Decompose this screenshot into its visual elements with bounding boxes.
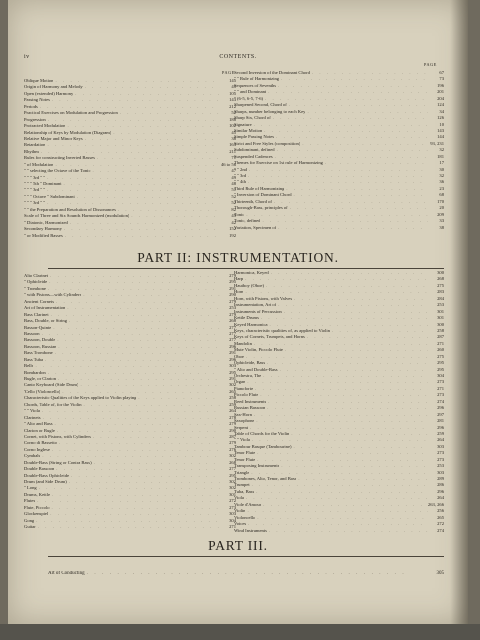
entry-title: Tambour Basque (Tambourine) (234, 443, 292, 449)
entry-title: Simple Passing Notes (234, 134, 275, 140)
entry-title: Practical Exercises on Modulation and Progression (24, 110, 118, 116)
entry-title: Piccolo Flute (234, 392, 259, 398)
entry-title: Basson-Quinte (24, 324, 52, 330)
entry-title: Keyed Harmonica (234, 321, 268, 327)
entry-title: " " Rule of Harmonizing (234, 76, 280, 82)
entry-page: 30 (439, 166, 444, 172)
entry-title: " Alto and Bass (24, 421, 53, 427)
entry-page: 71 (231, 155, 236, 161)
toc-entry (234, 225, 444, 231)
dot-leader (36, 524, 220, 530)
entry-title: Art of Instrumentation (24, 305, 66, 311)
entry-title: Strict and Free Styles (composition) (234, 140, 301, 146)
entry-page: 268 (229, 459, 236, 465)
entry-title: Orchestra, The (234, 373, 262, 378)
entry-page: 144 (437, 134, 444, 140)
entry-title: Instrumentation, Art of (234, 302, 277, 308)
entry-page: 45 (231, 213, 236, 219)
entry-page: 181 (437, 153, 444, 159)
entry-page: 196 (437, 82, 444, 88)
entry-title: Passing Notes (24, 97, 50, 103)
entry-title: Kettle Drums (234, 315, 259, 321)
entry-title: Horn (234, 289, 244, 295)
entry-title: Periods (24, 103, 38, 109)
entry-page: 38 (439, 224, 444, 230)
entry-title: Guitar (24, 524, 36, 530)
entry-page: 279 (229, 440, 236, 446)
entry-page: 10 (439, 121, 444, 127)
entry-title: Art of Conducting (48, 571, 85, 576)
entry-page: 273 (229, 504, 236, 510)
entry-title: " " " Octave " Subdominant (24, 193, 75, 199)
entry-title: Saxophone (234, 418, 255, 424)
section-rule (48, 268, 444, 269)
entry-page: 268 (229, 318, 236, 324)
entry-page: 295 (437, 360, 444, 366)
entry-page: 268 (437, 276, 444, 282)
toc-entry (24, 233, 236, 239)
entry-page: 275 (437, 353, 444, 359)
part3-column (48, 571, 444, 577)
entry-title: Horn, with Pistons, with Valves (234, 295, 293, 301)
entry-title: Bombardon (24, 369, 46, 375)
entry-page: 253 (437, 302, 444, 308)
entry-page: 295 (229, 279, 236, 285)
entry-page: 302 (229, 453, 236, 459)
entry-page: 279 (229, 421, 236, 427)
entry-page: 303 (229, 363, 236, 369)
entry-page: 300 (437, 270, 444, 275)
entry-page: 296 (437, 424, 444, 430)
entry-title: " " 3rd (234, 173, 247, 178)
entry-title: Bassoon (24, 330, 40, 336)
entry-title: Subdominant, defined (234, 147, 275, 153)
entry-page: 295 (437, 366, 444, 372)
entry-page: 170 (437, 198, 444, 204)
entry-page: 281 (437, 418, 444, 424)
entry-title: Oboe (234, 353, 244, 359)
entry-page: 275 (437, 282, 444, 288)
entry-title: Double Bassoon (24, 466, 55, 472)
entry-page: 291 (229, 350, 236, 356)
entry-title: Reed Instruments (234, 398, 267, 404)
entry-page: 271 (437, 340, 444, 346)
entry-title: " " selecting the Octave of the Tonic (24, 168, 91, 174)
entry-title: Progression (24, 116, 46, 122)
entry-page: 38 (231, 135, 236, 141)
entry-title: Canto Keyboard (Side Drum) (24, 382, 79, 388)
entry-title: Tonic, defined (234, 218, 261, 224)
entry-title: Keys of Cornets, Trumpets, and Horns (234, 334, 305, 340)
entry-page: 273 (437, 456, 444, 462)
entry-page: 82 (231, 206, 236, 212)
entry-title: Gong (24, 517, 35, 523)
entry-title: Clarinets (24, 414, 41, 420)
entry-page: 260 (437, 347, 444, 353)
entry-page: 49 (231, 174, 236, 180)
entry-page: 272 (229, 498, 236, 504)
entry-page: 300 (437, 321, 444, 327)
entry-page: 145 (229, 78, 236, 83)
entry-title: Clarion or Bugle (24, 427, 55, 433)
entry-title: Mandolin (234, 340, 252, 346)
entry-page: 289 (437, 476, 444, 481)
entry-page: 93, 231 (430, 140, 444, 146)
entry-title: Sax-Horn (234, 411, 252, 417)
entry-title: Transposing Instruments (234, 463, 280, 469)
entry-title: Corno Inglese (24, 446, 50, 452)
entry-title: " Inversion of Dominant Chord (234, 192, 292, 198)
entry-page: 273 (437, 379, 444, 385)
entry-page: 201 (437, 89, 444, 95)
entry-page: 47 (231, 168, 236, 174)
entry-page: 34 (439, 108, 444, 114)
entry-title: Signature (234, 121, 252, 127)
entry-title: Relative Major and Minor Keys (24, 135, 83, 141)
dot-leader (276, 225, 428, 231)
entry-title: Ophicleide, Bass (234, 360, 266, 366)
entry-page: 301 (229, 491, 236, 497)
entry-title: Chords, Table of, for the Violin (24, 401, 82, 407)
entry-title: " of Modulation (24, 161, 54, 167)
entry-page: 295 (229, 369, 236, 375)
entry-title: Tenor Flute (234, 450, 256, 456)
part1-right-column (234, 70, 444, 231)
entry-title: Violin (234, 508, 246, 514)
entry-title: " " and Dominant (234, 89, 267, 95)
entry-title: Oblique Motion (24, 78, 54, 83)
dot-leader (267, 528, 428, 534)
entry-title: Origin of Harmony and Melody (24, 84, 83, 90)
entry-title: Ancient Cornets (24, 298, 54, 304)
entry-page: 290 (229, 427, 236, 433)
entry-page: 68 (439, 192, 444, 198)
entry-page: 286 (437, 482, 444, 488)
entry-title: Tonic (234, 211, 245, 217)
entry-title: Mute Violin, Piccolo Flute (234, 347, 283, 353)
entry-page: 264 (229, 408, 236, 414)
entry-page: 277 (229, 330, 236, 336)
entry-page: 253 (229, 305, 236, 311)
entry-title: 'Cello (Violoncello) (24, 388, 61, 394)
entry-title: Glockenspiel (24, 511, 49, 517)
entry-page: 258 (229, 395, 236, 401)
book-page (8, 0, 468, 624)
entry-page: 188 (229, 116, 236, 122)
entry-title: Wind Instruments (234, 527, 267, 533)
entry-page: 304 (437, 373, 444, 378)
entry-title: Bells (24, 363, 34, 369)
entry-title: Rules for constructing Inverted Basses (24, 155, 95, 161)
entry-page: 303 (437, 469, 444, 475)
entry-title: Cornet, with Pistons, with Cylinders (24, 433, 91, 439)
entry-page: 152 (229, 226, 236, 232)
entry-title: Characteristic Qualities of the Keys applied to Violin playing (24, 395, 137, 401)
entry-page: 291 (229, 285, 236, 291)
entry-page: 259 (437, 430, 444, 436)
entry-page: 279 (229, 298, 236, 304)
entry-title: Cymbals (24, 453, 41, 459)
entry-title: " " " 3rd " " (24, 187, 46, 193)
entry-page: 273 (437, 450, 444, 456)
entry-page: 277 (229, 324, 236, 330)
entry-title: Thorough-Bass, principles of (234, 205, 288, 211)
entry-page: 272 (437, 521, 444, 527)
entry-title: Organ (234, 379, 246, 385)
entry-title: Bass, Double, or String (24, 318, 68, 324)
entry-title: Violoncello (234, 514, 256, 520)
entry-page: 303 (229, 511, 236, 517)
section-rule (48, 556, 444, 557)
entry-page: 124 (437, 102, 444, 108)
entry-title: Sharpened Second, Chord of (234, 102, 287, 108)
entry-title: Serpent (234, 424, 249, 430)
entry-page: 279 (229, 311, 236, 317)
entry-title: Corno di Bassetto (24, 440, 57, 446)
entry-title: Bassoon, Double (24, 337, 56, 343)
entry-title: Sequences of Sevenths (234, 82, 277, 88)
entry-title: " " Viola (24, 408, 40, 414)
entry-page: 301 (437, 315, 444, 321)
entry-title: Tuba, Bass (234, 488, 255, 494)
entry-title: Russian Bassoon (234, 405, 266, 411)
entry-title: " Alto and Double-Bass (234, 366, 278, 372)
entry-page: 46 to 56 (220, 161, 236, 167)
entry-page: 273 (437, 392, 444, 398)
entry-page: 211 (229, 148, 236, 154)
entry-page: 290 (229, 292, 236, 298)
entry-page: 277 (229, 466, 236, 472)
entry-title: Alto Clarinet (24, 273, 49, 278)
entry-page: 45 (231, 129, 236, 135)
entry-page: 212 (229, 103, 236, 109)
entry-page: 52 (231, 200, 236, 206)
entry-title: Keys, characteristic qualities of, as applied to Violin (234, 327, 330, 333)
entry-title: Trombones, Alto, Tenor, and Bass (234, 476, 297, 481)
entry-title: Rhythm (24, 148, 39, 154)
entry-page: 102 (229, 123, 236, 129)
part3-title: PART III. (208, 538, 268, 553)
entry-page: 296 (229, 356, 236, 362)
entry-page: 303 (437, 443, 444, 449)
entry-page: 271 (437, 385, 444, 391)
spine-shadow (450, 0, 468, 624)
entry-page: 36 (439, 179, 444, 185)
entry-page: 258 (437, 327, 444, 333)
entry-page: 265 (229, 388, 236, 394)
entry-page: 296 (437, 405, 444, 411)
entry-title: " or Modified Basses (24, 232, 63, 238)
entry-page: 287 (229, 433, 236, 439)
entry-title: Viole d'Amour (234, 501, 262, 507)
entry-title: Drums, Kettle (24, 491, 51, 497)
entry-title: " " " 3rd " " (24, 174, 46, 180)
toc-entry (48, 571, 444, 577)
entry-title: Triangle (234, 469, 250, 475)
entry-title: Flute, Piccolo (24, 504, 50, 510)
entry-title: Bugle, or Clarion (24, 376, 57, 381)
entry-title: Hautboy (Oboe) (234, 282, 264, 288)
entry-page: 276 (229, 446, 236, 452)
entry-page: 51 (231, 187, 236, 193)
entry-title: Thirteenth, Chord of (234, 198, 272, 204)
entry-title: Harmonica, Keyed (234, 270, 269, 275)
entry-title: " " " 5th " Dominant (24, 181, 62, 186)
entry-title: Sharp Six, Chord of (234, 115, 271, 121)
entry-title: Tenor Flute (234, 456, 256, 462)
entry-page: 295 (229, 472, 236, 478)
entry-page: 301 (437, 308, 444, 314)
entry-title: Double-Bass Ophicleide (24, 472, 70, 478)
entry-page: 42 (231, 219, 236, 225)
entry-page: 271 (229, 524, 236, 530)
entry-page: 163 (229, 142, 236, 148)
entry-page: 143 (437, 127, 444, 133)
entry-page: 67 (439, 70, 444, 75)
entry-page: 48 (231, 181, 236, 186)
entry-title: Harp (234, 276, 244, 282)
entry-page: 32 (439, 147, 444, 153)
entry-page: 297 (437, 411, 444, 417)
entry-title: Similar Motion (234, 127, 263, 133)
entry-title: " " the Preparation and Resolution of Dissonances (24, 206, 116, 212)
entry-page: 52 (231, 193, 236, 199)
entry-title: " (6-5, 6-5, 7-6) (234, 95, 264, 101)
part2-right-column (234, 270, 444, 534)
entry-title: Retardation (24, 142, 46, 148)
entry-page: 105 (229, 90, 236, 96)
entry-title: Drum (and Side Drum) (24, 479, 67, 484)
book-edge (0, 624, 480, 640)
entry-page: 277 (229, 337, 236, 343)
entry-title: Table of Chords for the Violin (234, 430, 290, 436)
entry-page: 23 (439, 185, 444, 191)
entry-title: " " Viola (234, 437, 250, 443)
entry-title: Protracted Modulation (24, 123, 66, 129)
entry-page: 296 (437, 488, 444, 494)
entry-page: 291 (229, 376, 236, 381)
part1-left-column (24, 78, 236, 239)
entry-page: 264 (437, 437, 444, 443)
entry-page: 33 (439, 218, 444, 224)
entry-title: Trumpet (234, 482, 250, 488)
entry-page: 265 (437, 514, 444, 520)
entry-page: 263, 266 (427, 501, 444, 507)
page-column-label-left: PAGE (222, 70, 235, 75)
page-column-label-right: PAGE (424, 62, 437, 67)
entry-title: Third Rule of Harmonizing (234, 185, 285, 191)
entry-page: 126 (437, 115, 444, 121)
toc-entry (234, 528, 444, 534)
entry-page: 192 (229, 232, 236, 238)
entry-page: 305 (436, 571, 444, 576)
entry-title: Relationship of Keys by Modulation (Diagram) (24, 129, 112, 135)
entry-title: Voices (234, 521, 247, 527)
entry-title: Variation, Specimen of (234, 224, 277, 230)
entry-page: 253 (437, 463, 444, 469)
entry-title: " Trombone (24, 285, 46, 291)
entry-page: 259 (229, 401, 236, 407)
entry-page: 304 (229, 517, 236, 523)
entry-page: 287 (437, 334, 444, 340)
entry-page: 20 (439, 205, 444, 211)
dot-leader (63, 233, 220, 239)
entry-page: 278 (229, 414, 236, 420)
entry-title: Scale of Three and Six Sounds Harmonized (modulation) (24, 213, 130, 219)
dot-leader (85, 571, 428, 577)
entry-page: 296 (229, 343, 236, 349)
entry-page: 284 (437, 295, 444, 301)
entry-page: 302 (229, 382, 236, 388)
entry-title: Bass Tuba (24, 356, 44, 362)
toc-entry (24, 524, 236, 530)
entry-title: Bass Trombone (24, 350, 53, 356)
entry-page: 274 (437, 527, 444, 533)
entry-page: 209 (437, 211, 444, 217)
entry-page: 279 (229, 273, 236, 278)
entry-title: " " " 3rd " " (24, 200, 46, 206)
entry-page: 256 (437, 508, 444, 514)
entry-title: Secondary Harmony (24, 226, 62, 232)
entry-title: Sharps, number belonging to each Key (234, 108, 306, 114)
page-number: iv (24, 54, 30, 60)
entry-page: 302 (229, 485, 236, 491)
page-title: CONTENTS. (219, 54, 257, 60)
entry-page: 32 (439, 173, 444, 178)
entry-title: Suspended Cadences (234, 153, 273, 159)
entry-page: 143 (229, 97, 236, 103)
entry-title: Instruments of Percussion (234, 308, 282, 314)
entry-page: 17 (439, 160, 444, 166)
entry-page: 274 (437, 398, 444, 404)
entry-title: " " 4th (234, 179, 246, 185)
entry-page: 264 (437, 495, 444, 501)
entry-title: Double-Bass (String or Contra Bass) (24, 459, 92, 465)
entry-title: Themes for Exercise on 1st rule of Harmonizing (234, 160, 323, 166)
entry-title: Open (extended) Harmony (24, 90, 74, 96)
entry-title: " Ophicleide (24, 279, 48, 285)
part2-title: PART II: INSTRUMENTATION. (137, 250, 339, 265)
entry-page: 283 (437, 289, 444, 295)
entry-title: " Long (24, 485, 37, 491)
entry-title: Pianoforte (234, 385, 254, 391)
entry-title: Viola (234, 495, 244, 501)
entry-page: 73 (439, 76, 444, 82)
entry-page: 45 (231, 84, 236, 90)
entry-page: 204 (437, 95, 444, 101)
entry-title: Bass Clarinet (24, 311, 49, 317)
entry-title: " Diatonic, Harmonized (24, 219, 68, 225)
part2-left-column (24, 273, 236, 531)
entry-title: Second Inversion of the Dominant Chord (234, 70, 310, 75)
entry-title: " " 2nd (234, 166, 247, 172)
entry-page: 302 (229, 479, 236, 484)
entry-title: Bassoon, Russian (24, 343, 57, 349)
entry-page: 52 (231, 110, 236, 116)
entry-title: " with Pistons—with Cylinders (24, 292, 82, 298)
entry-title: Flutes (24, 498, 36, 504)
